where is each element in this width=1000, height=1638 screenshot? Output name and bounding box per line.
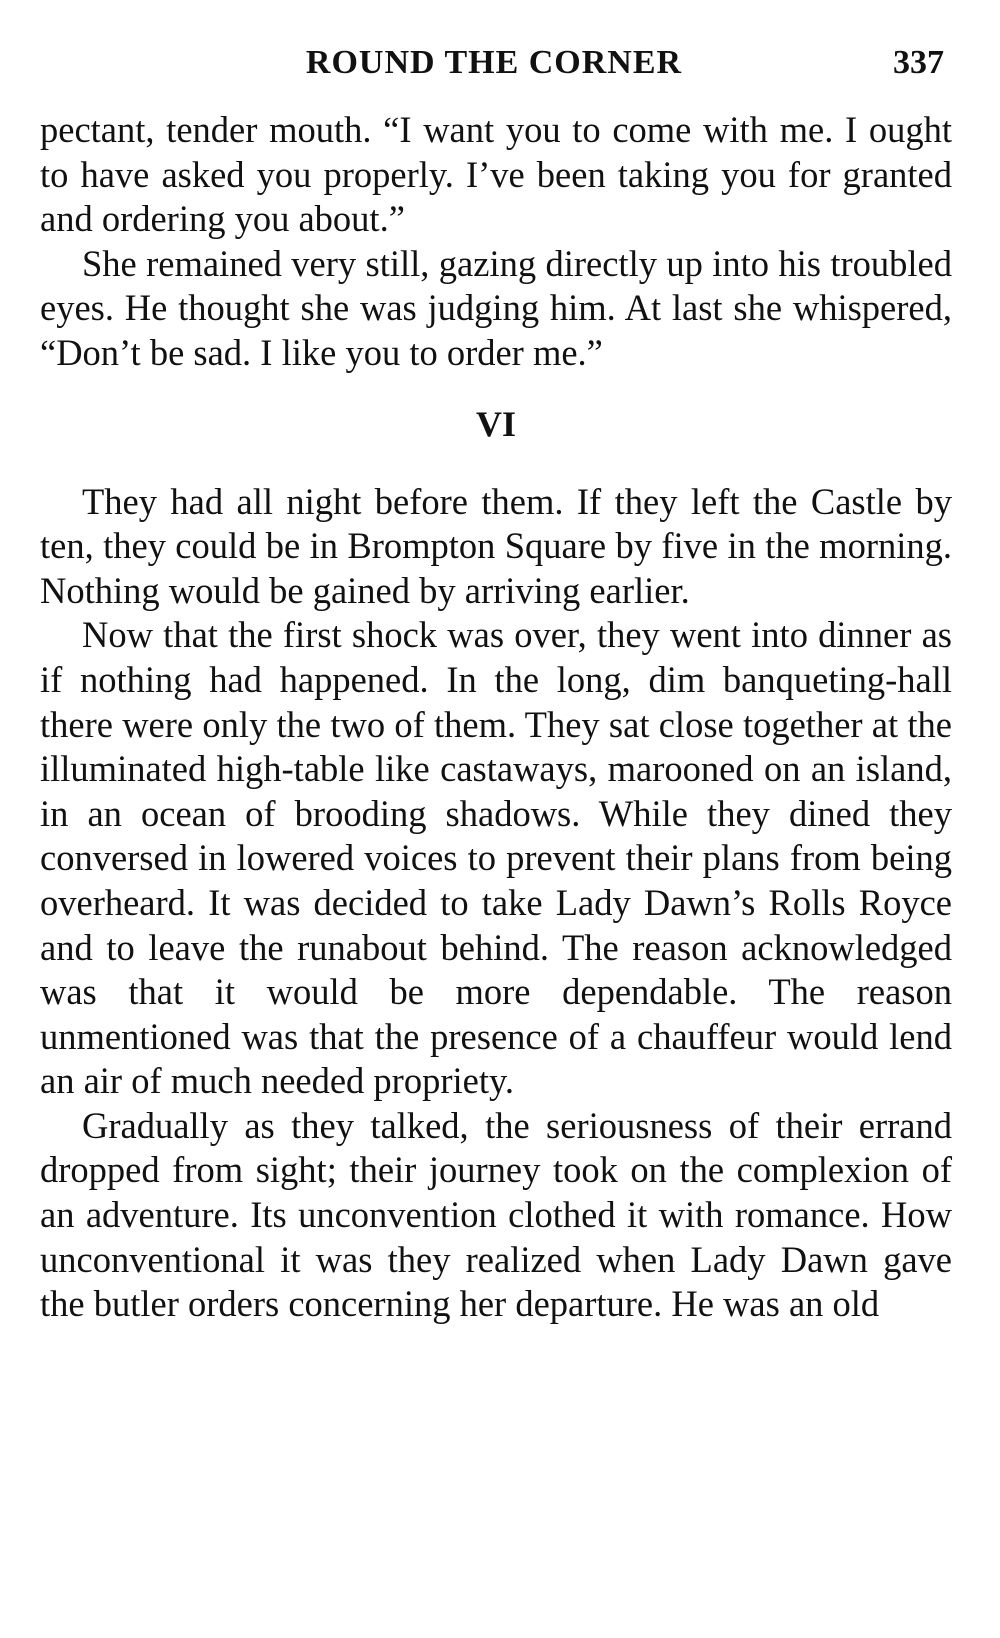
paragraph-continued: pectant, tender mouth. “I want you to come with me. I ought to have asked you properly. I’ve been taking you for granted and ordering you about.” <box>40 109 952 240</box>
running-title: ROUND THE CORNER <box>305 44 683 81</box>
paragraph: She remained very still, gazing directly up into his troubled eyes. He thought she was judging him. At last she whispered, “Don’t be sad. I like you to order me.” <box>40 242 952 373</box>
page-body <box>40 108 952 1327</box>
section-heading: VI <box>475 403 516 444</box>
paragraph: They had all night before them. If they left the Castle by ten, they could be in Brompton Square by five in the morning. Nothing would be gained by arriving earlier. <box>40 480 952 611</box>
page-header <box>40 44 948 90</box>
paragraph: Gradually as they talked, the seriousness of their errand dropped from sight; their journey took on the complexion of an adventure. Its unconvention clothed it with romance. How unconventional it was they realized when Lady Dawn gave the butler orders concerning her departure. He was an old <box>40 1104 952 1325</box>
paragraph: Now that the first shock was over, they went into dinner as if nothing had happened. In the long, dim banqueting-hall there were only the two of them. They sat close together at the illuminated high-table like castaways, marooned on an island, in an ocean of brooding shadows. While they dined they conversed in lowered voices to prevent their plans from being overheard. It was decided to take Lady Dawn’s Rolls Royce and to leave the runabout behind. The reason acknowledged was that it would be more dependable. The reason unmentioned was that the presence of a chauffeur would lend an air of much needed propriety. <box>40 614 952 1102</box>
page-number: 337 <box>893 44 944 81</box>
